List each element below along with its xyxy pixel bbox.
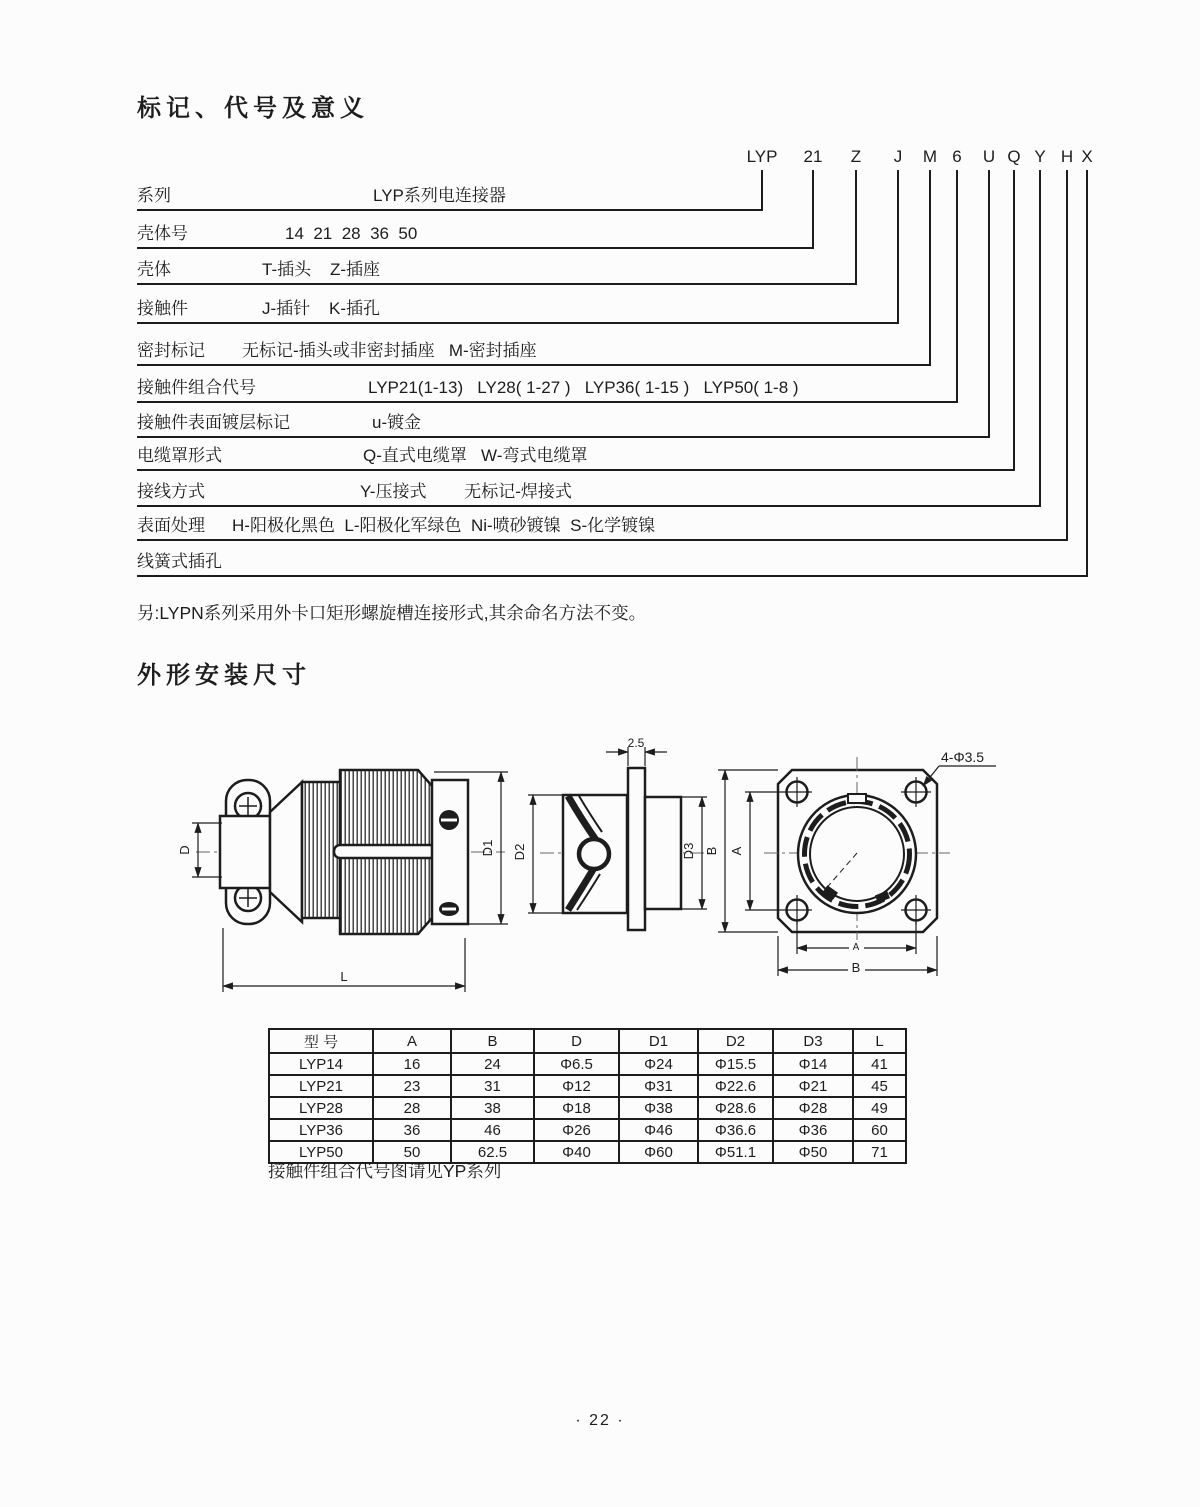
dim-label-d1: D1 (480, 839, 495, 857)
row-value: Y-压接式 无标记-焊接式 (360, 482, 572, 501)
row-label: 密封标记 (137, 341, 205, 360)
cell: LYP50 (269, 1141, 373, 1163)
code-connector-line (1066, 170, 1068, 541)
cell: Φ24 (619, 1053, 698, 1075)
code-connector-line (956, 170, 958, 403)
row-label: 接线方式 (137, 482, 205, 501)
row-value: LYP系列电连接器 (373, 186, 506, 205)
cell: Φ28 (773, 1097, 853, 1119)
code-char: LYP (746, 147, 778, 166)
dim-label-a-left: A (729, 846, 744, 856)
cell: 46 (451, 1119, 534, 1141)
row-label: 接触件 (137, 299, 188, 318)
code-row-cable-cover (137, 443, 1014, 471)
row-label: 线簧式插孔 (137, 552, 222, 571)
col-header: D1 (619, 1029, 698, 1053)
code-char: Y (1034, 147, 1046, 166)
cell: Φ18 (534, 1097, 619, 1119)
cell: Φ15.5 (698, 1053, 773, 1075)
row-label: 接触件组合代号 (137, 378, 256, 397)
col-header: A (373, 1029, 451, 1053)
cell: Φ31 (619, 1075, 698, 1097)
section1-note: 另:LYPN系列采用外卡口矩形螺旋槽连接形式,其余命名方法不变。 (137, 603, 647, 623)
code-char: Q (1007, 147, 1021, 166)
code-row-series (137, 183, 762, 211)
code-connector-line (929, 170, 931, 366)
cell: 45 (853, 1075, 906, 1097)
cell: 60 (853, 1119, 906, 1141)
cell: Φ26 (534, 1119, 619, 1141)
cell: 16 (373, 1053, 451, 1075)
cell: LYP14 (269, 1053, 373, 1075)
row-label: 接触件表面镀层标记 (137, 413, 290, 432)
cell: 38 (451, 1097, 534, 1119)
section2-title: 外形安装尺寸 (137, 662, 311, 689)
row-value: H-阳极化黑色 L-阳极化军绿色 Ni-喷砂镀镍 S-化学镀镍 (232, 516, 656, 535)
dim-label-d: D (177, 845, 192, 855)
cell: Φ21 (773, 1075, 853, 1097)
cell: Φ40 (534, 1141, 619, 1163)
cell: Φ60 (619, 1141, 698, 1163)
col-header: B (451, 1029, 534, 1053)
table-row (269, 1119, 906, 1141)
code-char: J (893, 147, 903, 166)
row-value: 无标记-插头或非密封插座 M-密封插座 (242, 341, 537, 360)
row-label: 壳体号 (137, 224, 188, 243)
col-header: L (853, 1029, 906, 1053)
row-value: 14 21 28 36 50 (285, 224, 418, 243)
cell: LYP21 (269, 1075, 373, 1097)
receptacle-side-view (512, 736, 710, 930)
table-row (269, 1097, 906, 1119)
row-label: 壳体 (137, 260, 171, 279)
row-value: LYP21(1-13) LY28( 1-27 ) LYP36( 1-15 ) LYP50( 1-8 ) (368, 378, 799, 397)
section1-title: 标记、代号及意义 (137, 95, 369, 122)
cell: 24 (451, 1053, 534, 1075)
col-header: D (534, 1029, 619, 1053)
cell: 23 (373, 1075, 451, 1097)
code-char: M (922, 147, 938, 166)
code-char: U (982, 147, 996, 166)
table-header-row (269, 1029, 906, 1053)
dim-label-l: L (340, 969, 348, 984)
cell: Φ28.6 (698, 1097, 773, 1119)
code-char: 6 (952, 147, 962, 166)
cell: Φ38 (619, 1097, 698, 1119)
cell: Φ36 (773, 1119, 853, 1141)
cell: Φ12 (534, 1075, 619, 1097)
code-row-arrangement (137, 375, 957, 403)
cell: LYP28 (269, 1097, 373, 1119)
table-footnote: 接触件组合代号图请见YP系列 (268, 1161, 502, 1181)
cell: Φ14 (773, 1053, 853, 1075)
cell: 71 (853, 1141, 906, 1163)
dim-label-a-bottom: A (852, 942, 860, 953)
cell: LYP36 (269, 1119, 373, 1141)
cell: Φ46 (619, 1119, 698, 1141)
dim-label-d3: D3 (681, 842, 696, 860)
cell: Φ51.1 (698, 1141, 773, 1163)
code-char: 21 (803, 147, 823, 166)
code-row-finish (137, 513, 1067, 541)
dim-label-2-5: 2.5 (627, 736, 645, 750)
code-connector-line (988, 170, 990, 438)
page-number: · 22 · (575, 1412, 625, 1429)
cell: 49 (853, 1097, 906, 1119)
code-connector-line (1086, 170, 1088, 577)
code-row-contact (137, 296, 898, 324)
code-char: X (1081, 147, 1093, 166)
col-header: D2 (698, 1029, 773, 1053)
cell: Φ6.5 (534, 1053, 619, 1075)
plug-side-view (177, 770, 508, 992)
cell: 36 (373, 1119, 451, 1141)
table-row (269, 1075, 906, 1097)
table-row (269, 1053, 906, 1075)
col-header: D3 (773, 1029, 853, 1053)
cell: 28 (373, 1097, 451, 1119)
cell: 31 (451, 1075, 534, 1097)
col-header: 型 号 (269, 1029, 373, 1053)
dim-label-b-bottom: B (851, 960, 861, 975)
row-label: 表面处理 (137, 516, 205, 535)
cell: 41 (853, 1053, 906, 1075)
code-connector-line (1039, 170, 1041, 507)
code-row-shell-no (137, 221, 813, 249)
row-label: 电缆罩形式 (137, 446, 222, 465)
cell: 50 (373, 1141, 451, 1163)
code-row-shell (137, 257, 856, 285)
dim-label-holes: 4-Φ3.5 (941, 749, 985, 765)
row-value: J-插针 K-插孔 (262, 299, 381, 318)
row-value: u-镀金 (372, 413, 422, 432)
cell: 62.5 (451, 1141, 534, 1163)
dim-label-b-left: B (704, 846, 719, 856)
code-connector-line (1013, 170, 1015, 471)
code-row-seal (137, 338, 930, 366)
cell: Φ22.6 (698, 1075, 773, 1097)
receptacle-front-view (704, 749, 996, 976)
row-label: 系列 (137, 186, 171, 205)
code-row-termination (137, 479, 1040, 507)
code-char: H (1060, 147, 1074, 166)
cell: Φ36.6 (698, 1119, 773, 1141)
cell: Φ50 (773, 1141, 853, 1163)
outline-dimension-drawings (150, 726, 1020, 1026)
code-row-plating (137, 410, 989, 438)
dim-label-d2: D2 (512, 843, 527, 861)
dimension-table (268, 1028, 907, 1164)
row-value: Q-直式电缆罩 W-弯式电缆罩 (363, 446, 588, 465)
code-char: Z (850, 147, 862, 166)
code-row-wire-spring (137, 549, 1087, 577)
row-value: T-插头 Z-插座 (262, 260, 381, 279)
